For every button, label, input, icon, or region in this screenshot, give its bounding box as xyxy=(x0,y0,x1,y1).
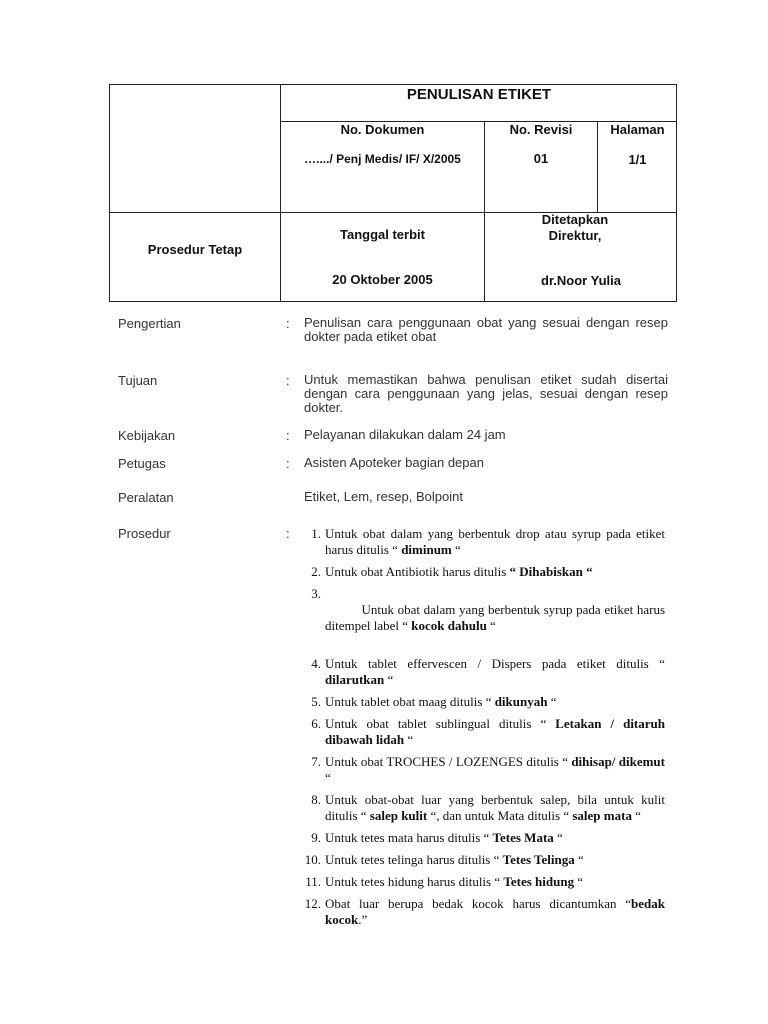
item-number: 5. xyxy=(311,694,321,709)
item-emphasis: “ Dihabiskan “ xyxy=(509,564,593,579)
item-number: 1. xyxy=(311,526,321,541)
item-emphasis: dilarutkan xyxy=(325,672,385,687)
item-emphasis: diminum xyxy=(401,542,452,557)
item-text-end: “ xyxy=(574,852,584,867)
prosedur-label: Prosedur xyxy=(118,526,171,541)
item-text: Untuk obat tablet sublingual ditulis “ xyxy=(325,716,556,731)
prosedur-colon: : xyxy=(286,526,290,541)
item-emphasis: Tetes hidung xyxy=(503,874,575,889)
item-text: Untuk tetes hidung harus ditulis “ xyxy=(325,874,504,889)
pengertian-label: Pengertian xyxy=(118,316,181,331)
header-table xyxy=(109,84,677,302)
no-dokumen-value: …..../ Penj Medis/ IF/ X/2005 xyxy=(304,152,461,166)
item-emphasis: Tetes Telinga xyxy=(502,852,575,867)
prosedur-item xyxy=(293,586,669,650)
halaman-value: 1/1 xyxy=(628,152,647,167)
prosedur-item xyxy=(293,874,665,890)
item-emphasis: bedak kocok xyxy=(325,896,665,927)
item-text-end: “ xyxy=(325,770,331,785)
peralatan-label: Peralatan xyxy=(118,490,174,505)
direktur-name: dr.Noor Yulia xyxy=(541,273,621,288)
kebijakan-label: Kebijakan xyxy=(118,428,176,443)
petugas-colon: : xyxy=(286,456,290,471)
item-number: 2. xyxy=(311,564,321,579)
item-text-end: “ xyxy=(553,830,563,845)
item-emphasis: kocok dahulu xyxy=(411,618,487,633)
kebijakan-value: Pelayanan dilakukan dalam 24 jam xyxy=(304,427,506,442)
prosedur-item xyxy=(293,564,665,580)
ditetapkan-label: Ditetapkan Direktur, xyxy=(541,212,609,243)
item-text-end: “ xyxy=(384,672,394,687)
document-title: PENULISAN ETIKET xyxy=(406,86,552,103)
item-number: 11. xyxy=(305,874,321,889)
prosedur-item xyxy=(293,526,665,558)
item-number: 8. xyxy=(311,792,321,807)
item-text: Untuk obat Antibiotik harus ditulis xyxy=(325,564,510,579)
item-text: Untuk obat dalam yang berbentuk drop atau syrup pada etiket harus ditulis “ xyxy=(325,526,665,557)
item-number: 6. xyxy=(311,716,321,731)
item-emphasis: salep kulit xyxy=(369,808,428,823)
item-number: 7. xyxy=(311,754,321,769)
item-emphasis: dihisap/ dikemut xyxy=(571,754,665,769)
item-text-end: “ xyxy=(486,618,496,633)
item-emphasis-2: salep mata xyxy=(572,808,632,823)
prosedur-item xyxy=(293,792,665,824)
pengertian-colon: : xyxy=(286,316,290,331)
item-number: 9. xyxy=(311,830,321,845)
tujuan-value: Untuk memastikan bahwa penulisan etiket sudah disertai dengan cara penggunaan yang jelas, sesuai dengan resep dokter. xyxy=(304,372,668,415)
item-text-end: “ xyxy=(451,542,461,557)
prosedur-item xyxy=(293,852,665,868)
tujuan-colon: : xyxy=(286,373,290,388)
item-text: Untuk tablet obat maag ditulis “ xyxy=(325,694,495,709)
item-text: Untuk obat-obat luar yang berbentuk salep, bila untuk kulit ditulis “ xyxy=(325,792,665,823)
item-number: 3. xyxy=(311,586,321,601)
petugas-label: Petugas xyxy=(118,456,166,471)
prosedur-item xyxy=(293,694,665,710)
item-number: 12. xyxy=(304,896,321,911)
item-number: 10. xyxy=(304,852,321,867)
tujuan-label: Tujuan xyxy=(118,373,158,388)
tanggal-terbit-label: Tanggal terbit xyxy=(340,227,425,242)
item-text-mid: “, dan untuk Mata ditulis “ xyxy=(427,808,573,823)
prosedur-item xyxy=(293,754,665,786)
item-emphasis: dikunyah xyxy=(494,694,548,709)
prosedur-list xyxy=(293,526,669,928)
tanggal-terbit-value: 20 Oktober 2005 xyxy=(332,272,433,287)
kebijakan-colon: : xyxy=(286,428,290,443)
item-text: Untuk tetes telinga harus ditulis “ xyxy=(325,852,503,867)
item-text: Untuk tetes mata harus ditulis “ xyxy=(325,830,493,845)
item-emphasis: Letakan / ditaruh dibawah lidah xyxy=(325,716,665,747)
prosedur-item xyxy=(293,716,665,748)
no-revisi-value: 01 xyxy=(533,151,549,166)
item-text-end: “ xyxy=(547,694,557,709)
item-text: Untuk obat TROCHES / LOZENGES ditulis “ xyxy=(325,754,572,769)
item-text-end: “ xyxy=(574,874,584,889)
prosedur-tetap-label: Prosedur Tetap xyxy=(147,242,243,257)
item-number: 4. xyxy=(311,656,321,671)
peralatan-value: Etiket, Lem, resep, Bolpoint xyxy=(304,489,463,504)
petugas-value: Asisten Apoteker bagian depan xyxy=(304,455,484,470)
no-revisi-label: No. Revisi xyxy=(509,122,573,137)
item-text: Untuk tablet effervescen / Dispers pada etiket ditulis “ xyxy=(325,656,665,671)
item-text-end: “ xyxy=(404,732,414,747)
item-text: Untuk obat dalam yang berbentuk syrup pada etiket harus ditempel label “ xyxy=(325,602,669,633)
pengertian-value: Penulisan cara penggunaan obat yang sesuai dengan resep dokter pada etiket obat xyxy=(304,315,668,344)
item-text-end: “ xyxy=(631,808,641,823)
item-text: Obat luar berupa bedak kocok harus dicantumkan “ xyxy=(325,896,632,911)
halaman-label: Halaman xyxy=(610,122,665,137)
divider-left xyxy=(280,85,281,301)
item-text-end: .” xyxy=(358,912,368,927)
no-dokumen-label: No. Dokumen xyxy=(340,122,425,137)
item-emphasis: Tetes Mata xyxy=(492,830,554,845)
prosedur-item xyxy=(293,656,665,688)
prosedur-item xyxy=(293,830,665,846)
prosedur-item xyxy=(293,896,665,928)
